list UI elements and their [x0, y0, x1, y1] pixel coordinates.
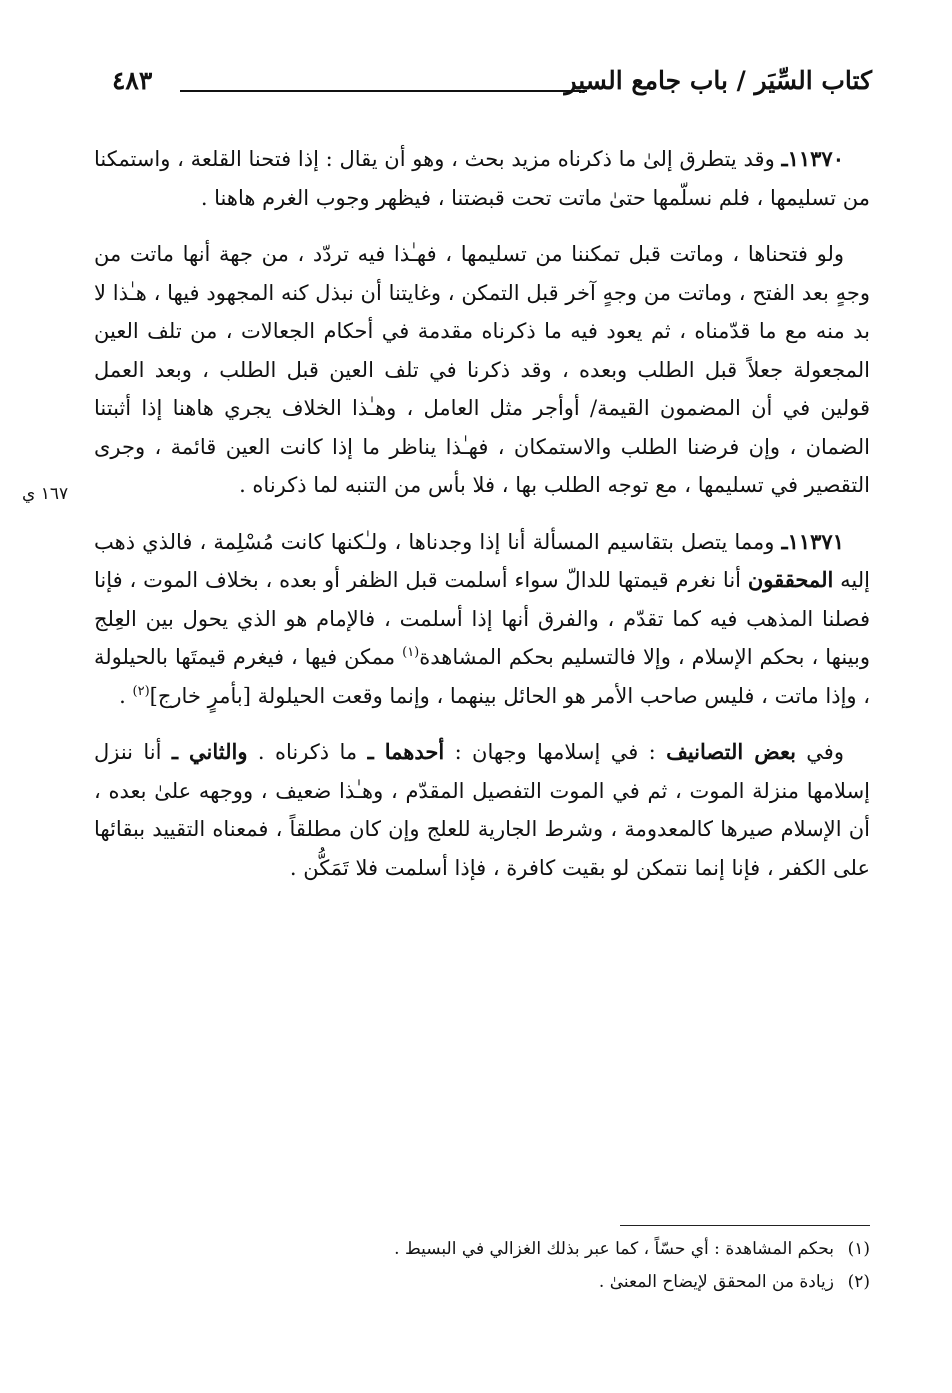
paragraph-text: . — [119, 683, 133, 708]
margin-note: ١٦٧ ي — [22, 484, 69, 504]
paragraph-continuation — [94, 235, 870, 505]
paragraph-text: وقد يتطرق إلىٰ ما ذكرناه مزيد بحث ، وهو أن يقال : إذا فتحنا القلعة ، واستمكنا من تسليمها ، فلم نسلّمها حتىٰ ماتت تحت قبضتنا ، فيظهر وجوب الغرم هاهنا . — [94, 147, 870, 210]
footnote-ref[interactable]: (٢) — [132, 683, 150, 699]
footnote-rule — [620, 1225, 870, 1226]
paragraph-text: ولو فتحناها ، وماتت قبل تمكننا من تسليمها ، فهـٰذا فيه تردّد ، من جهة أنها ماتت من وجهٍ بعد الفتح ، وماتت من وجهٍ آخر قبل التمكن ، وغايتنا أن نبذل كنه المجهود فيها ، هـٰذا لا بد منه مع ما قدّمناه ، ثم يعود فيه ما ذكرناه مقدمة في أحكام الجعالات ، من تلف العين المجعولة جعلاً قبل الطلب وبعده ، وقد ذكرنا في تلف العين قبل الطلب ، وبعد العمل قولين في أن المضمون القيمة/ أوأجر مثل العامل ، وهـٰذا الخلاف يجري هاهنا إذا أثبتنا الضمان ، وإن فرضنا الطلب والاستمكان ، فهـٰذا يناظر ما إذا كانت العين قائمة ، وجرى التقصير في تسليمها ، مع توجه الطلب بها ، فلا بأس من التنبه لما ذكرناه . — [94, 242, 870, 497]
footnotes — [94, 1233, 870, 1299]
bold-term: والثاني ـ — [171, 739, 248, 764]
paragraph-text: أنا نغرم قيمتها للدالّ سواء أسلمت قبل الظفر أو بعده ، بخلاف الموت ، فإنا فصلنا المذهب فيه كما تقدّم ، والفرق أنها إذا أسلمت ، فالإمام هو الذي يحول بين العِلج وبينها ، بحكم الإسلام ، وإلا فالتسليم بحكم المشاهدة — [94, 568, 870, 669]
footnote-number: (١) — [847, 1239, 870, 1259]
bold-term: المحققون — [747, 567, 834, 592]
paragraph-text: ممكن فيها ، فيغرم قيمتَها بالحيلولة ، وإذا ماتت ، فليس صاحب الأمر هو الحائل بينهما ، وإنما وقعت الحيلولة [بأمرٍ خارج] — [94, 645, 870, 708]
header-rule — [180, 90, 587, 92]
paragraph-1371 — [94, 523, 870, 716]
paragraph-text: ومما يتصل بتقاسيم المسألة أنا إذا وجدناها ، ولـٰكنها كانت مُسْلِمة ، فالذي ذهب إليه — [94, 529, 870, 592]
paragraph-text: أنا ننزل إسلامها منزلة الموت ، ثم في الموت التفصيل المقدّم ، وهـٰذا ضعيف ، ووجهه علىٰ بعده ، أن الإسلام صيرها كالمعدومة ، وشرط الجارية للعلج وإن كان مطلقاً ، فمعناه التقييد ببقائها على الكفر ، فإنا إنما نتمكن لو بقيت كافرة ، فإذا أسلمت فلا تَمَكُّن . — [94, 740, 870, 880]
paragraph-text: : في إسلامها وجهان : — [444, 740, 667, 764]
running-header — [112, 66, 872, 110]
footnote-number: (٢) — [847, 1272, 870, 1292]
bold-term: بعض التصانيف — [666, 739, 796, 764]
main-text — [94, 140, 870, 887]
paragraph-text: ما ذكرناه . — [247, 740, 368, 764]
footnote-text: بحكم المشاهدة : أي حسّاً ، كما عبر بذلك الغزالي في البسيط . — [394, 1239, 834, 1259]
page-number: ٤٨٣ — [112, 66, 153, 95]
paragraph-1370 — [94, 140, 870, 217]
bold-term: أحدهما ـ — [367, 739, 445, 764]
footnote-ref[interactable]: (١) — [402, 645, 420, 660]
paragraph-number: ١١٣٧٠ـ — [781, 146, 844, 171]
paragraph-tasanif — [94, 733, 870, 887]
header-title: كتاب السِّيَر / باب جامع السير — [564, 66, 872, 95]
footnote-2 — [94, 1266, 870, 1299]
paragraph-text: وفي — [795, 740, 844, 764]
footnote-text: زيادة من المحقق لإيضاح المعنىٰ . — [598, 1272, 834, 1292]
paragraph-number: ١١٣٧١ـ — [781, 528, 844, 554]
footnote-1 — [94, 1233, 870, 1266]
